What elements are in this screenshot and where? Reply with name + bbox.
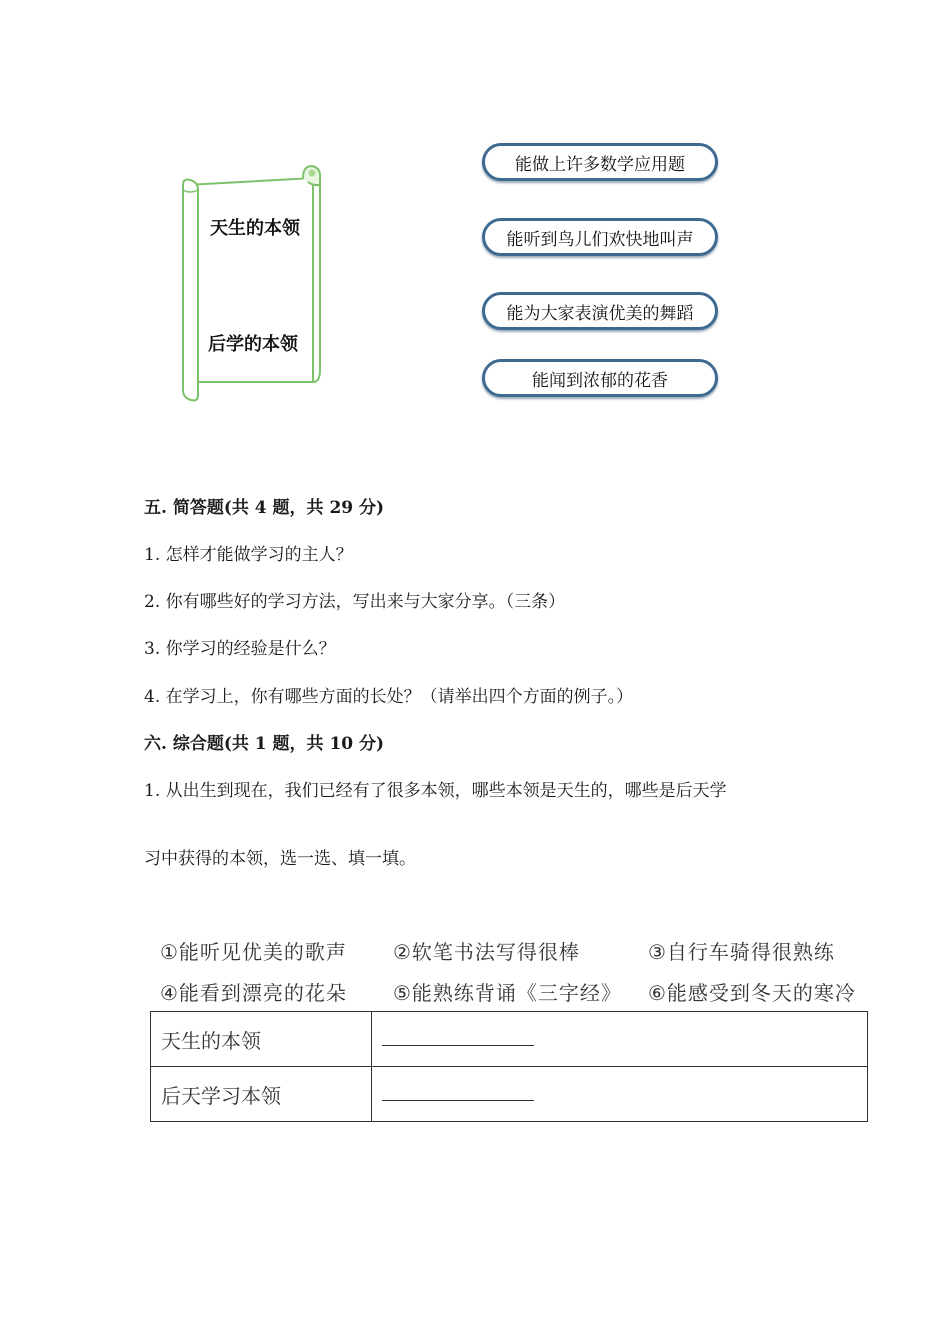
innate-answer-cell[interactable] (372, 1012, 868, 1067)
option-1: ①能听见优美的歌声 (160, 940, 347, 964)
option-4: ④能看到漂亮的花朵 (160, 981, 347, 1005)
option-3: ③自行车骑得很熟练 (648, 940, 835, 964)
answer-blank[interactable] (382, 1045, 534, 1046)
option-5: ⑤能熟练背诵《三字经》 (393, 981, 622, 1005)
option-6: ⑥能感受到冬天的寒冷 (648, 981, 856, 1005)
innate-row-label: 天生的本领 (151, 1012, 372, 1067)
section5-question-4: 4. 在学习上，你有哪些方面的长处？（请举出四个方面的例子。） (144, 687, 634, 707)
section5-question-2: 2. 你有哪些好的学习方法，写出来与大家分享。（三条） (144, 592, 566, 612)
learned-row-label: 后天学习本领 (151, 1067, 372, 1122)
section5-question-1: 1. 怎样才能做学习的主人？ (144, 545, 353, 565)
section6-question-1-line2: 习中获得的本领，选一选、填一填。 (144, 849, 416, 869)
section6-heading: 六. 综合题(共 1 题，共 10 分) (144, 734, 385, 754)
section5-heading: 五. 简答题(共 4 题，共 29 分) (144, 498, 385, 518)
answer-blank[interactable] (382, 1100, 534, 1101)
scroll-graphic (178, 160, 328, 405)
section5-question-3: 3. 你学习的经验是什么？ (144, 639, 336, 659)
learned-ability-label: 后学的本领 (208, 334, 298, 355)
ability-pill-dance: 能为大家表演优美的舞蹈 (482, 292, 718, 330)
scroll-illustration (178, 160, 328, 405)
ability-pill-math: 能做上许多数学应用题 (482, 143, 718, 181)
table-row (151, 1067, 868, 1122)
option-2: ②软笔书法写得很棒 (393, 940, 580, 964)
table-row (151, 1012, 868, 1067)
ability-pill-birds: 能听到鸟儿们欢快地叫声 (482, 218, 718, 256)
answer-table (150, 1011, 868, 1122)
section6-question-1-line1: 1. 从出生到现在，我们已经有了很多本领，哪些本领是天生的，哪些是后天学 (144, 781, 727, 801)
learned-answer-cell[interactable] (372, 1067, 868, 1122)
ability-pill-fragrance: 能闻到浓郁的花香 (482, 359, 718, 397)
innate-ability-label: 天生的本领 (210, 218, 300, 239)
